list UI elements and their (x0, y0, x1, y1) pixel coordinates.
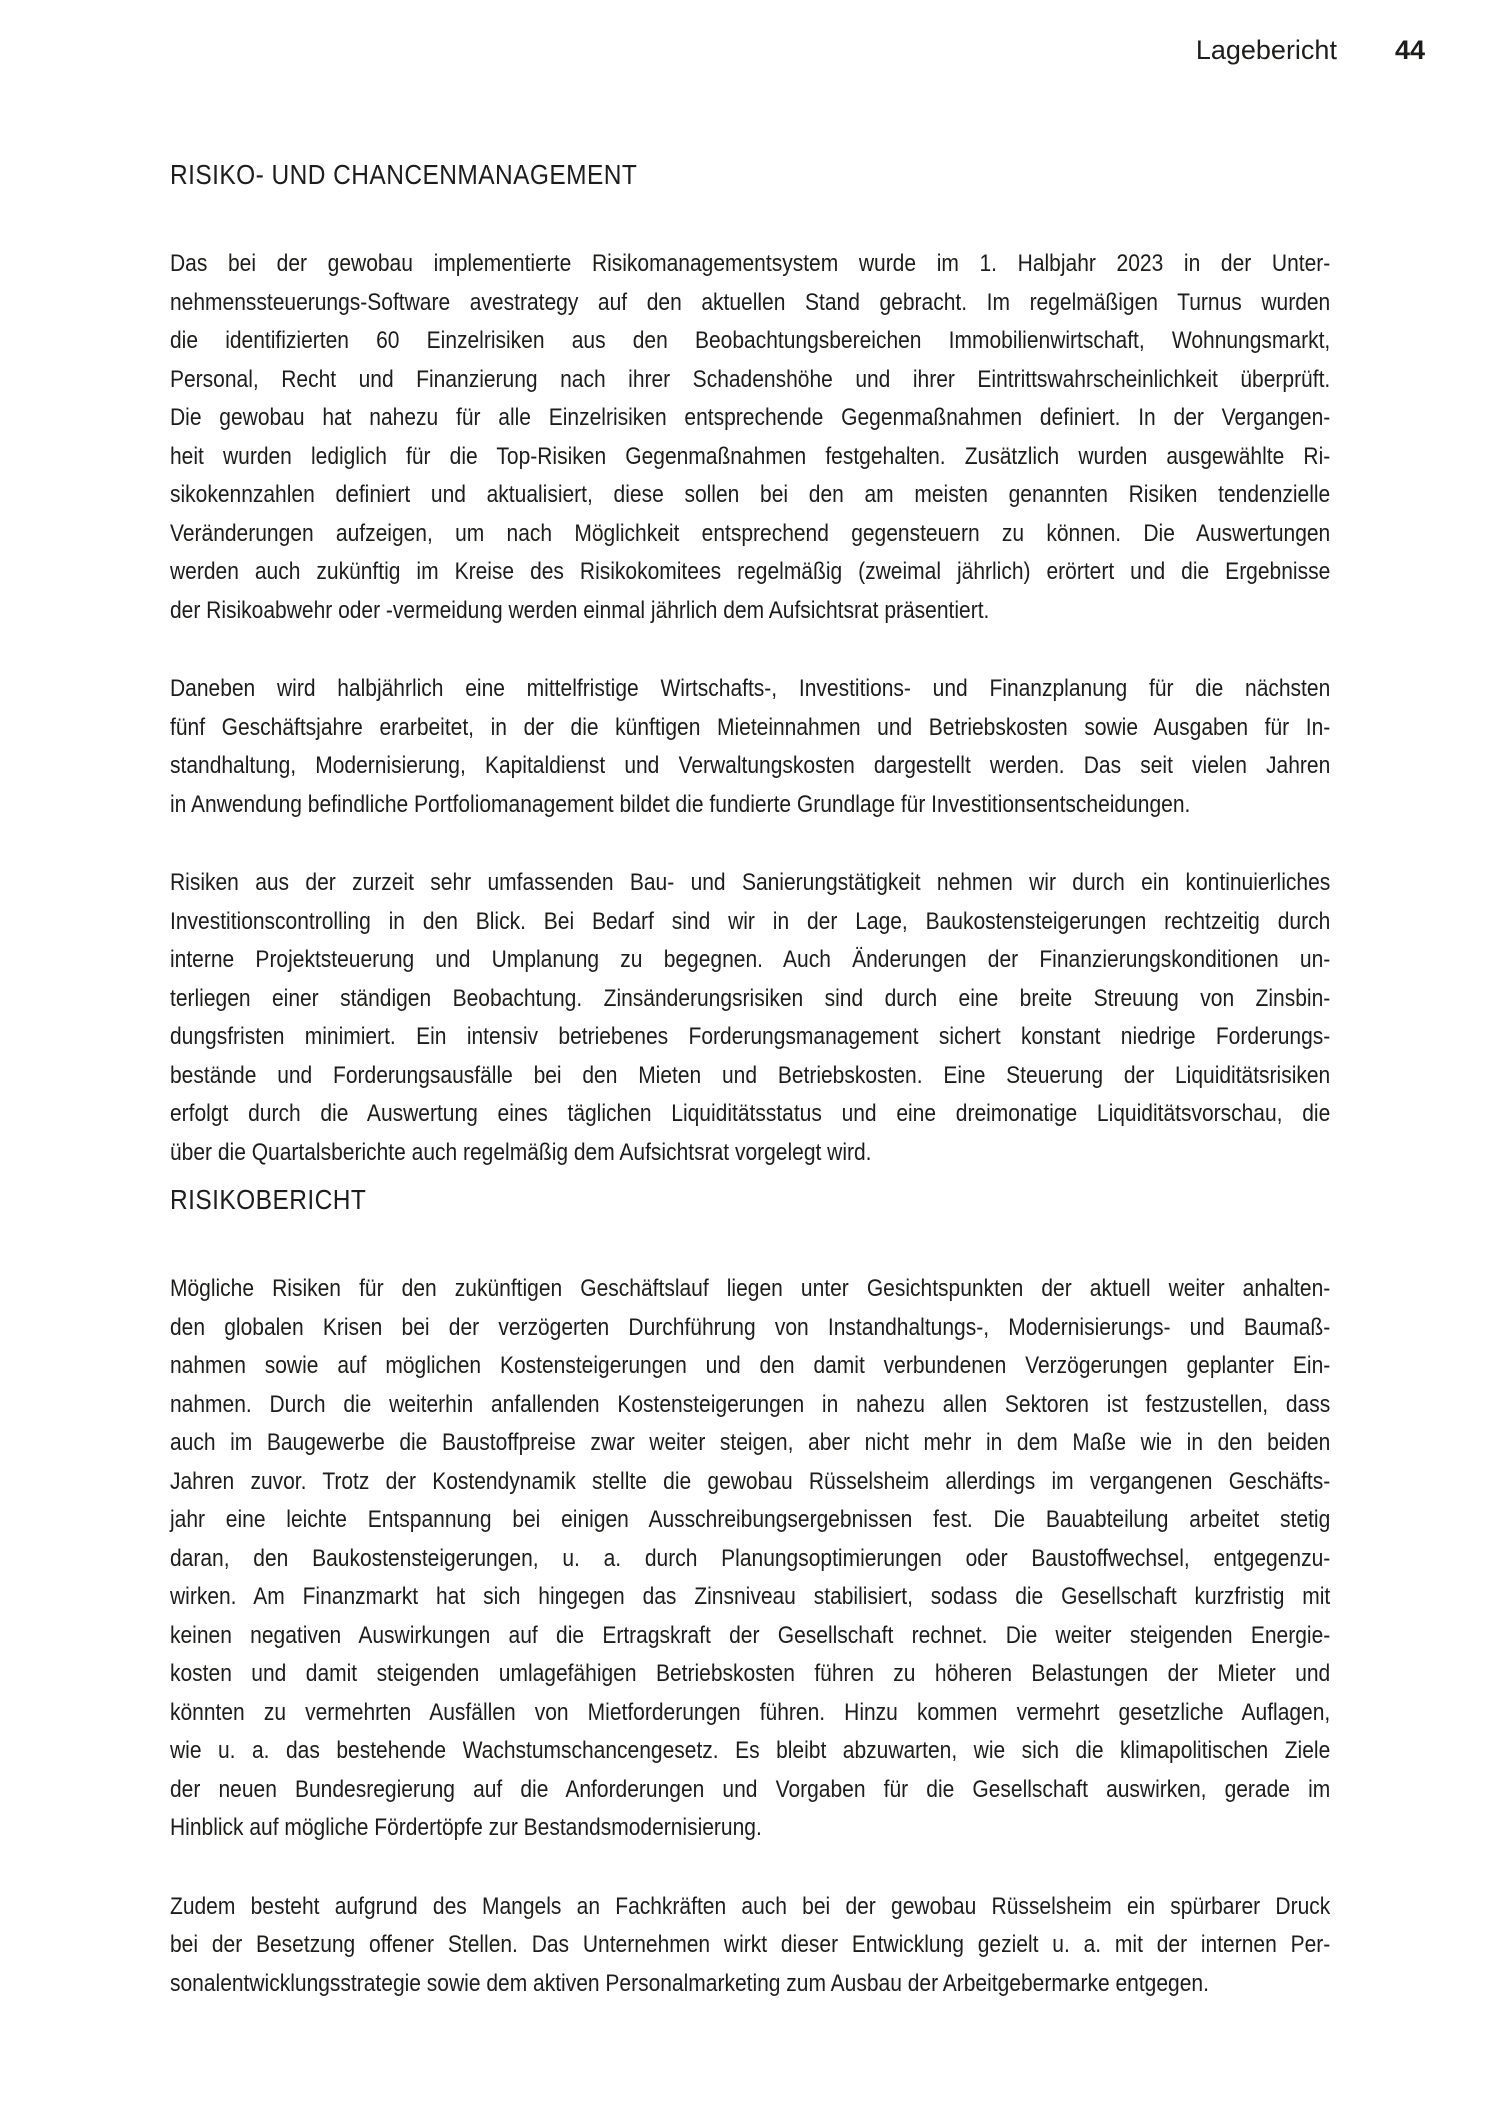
text-line: der neuen Bundesregierung auf die Anforderungen und Vorgaben für die Gesellschaft auswirken, gerade im (170, 1775, 1331, 1803)
section-heading: RISIKO- UND CHANCENMANAGEMENT (170, 159, 638, 190)
paragraph (170, 864, 1330, 1172)
text-line: fünf Geschäftsjahre erarbeitet, in der die künftigen Mieteinnahmen und Betriebskosten sowie Ausgaben für In- (170, 713, 1331, 741)
paragraph (170, 1888, 1330, 2004)
text-line: sikokennzahlen definiert und aktualisiert, diese sollen bei den am meisten genannten Risiken tendenzielle (170, 481, 1331, 508)
page-number: 44 (1394, 35, 1425, 65)
text-line: jahr eine leichte Entspannung bei einigen Ausschreibungsergebnissen fest. Die Bauabteilung arbeitet stetig (170, 1506, 1331, 1533)
text-line: Mögliche Risiken für den zukünftigen Geschäftslauf liegen unter Gesichtspunkten der aktuell weiter anhalten- (170, 1275, 1331, 1302)
text-line: Daneben wird halbjährlich eine mittelfristige Wirtschafts-, Investitions- und Finanzplanung für die nächsten (170, 675, 1331, 702)
text-line: Investitionscontrolling in den Blick. Bei Bedarf sind wir in der Lage, Baukostensteigerungen rechtzeitig durch (170, 907, 1331, 935)
text-line: keinen negativen Auswirkungen auf die Ertragskraft der Gesellschaft rechnet. Die weiter steigenden Energie- (170, 1621, 1331, 1649)
text-line: bei der Besetzung offener Stellen. Das Unternehmen wirkt dieser Entwicklung gezielt u. a. mit der internen Per- (170, 1931, 1331, 1958)
header-section-label: Lagebericht (1195, 35, 1337, 65)
text-line: nahmen sowie auf möglichen Kostensteigerungen und den damit verbundenen Verzögerungen geplanter Ein- (170, 1352, 1331, 1379)
text-line: nahmen. Durch die weiterhin anfallenden Kostensteigerungen in nahezu allen Sektoren ist festzustellen, dass (170, 1390, 1331, 1418)
page-header (1196, 36, 1425, 64)
text-line: Die gewobau hat nahezu für alle Einzelrisiken entsprechende Gegenmaßnahmen definiert. In der Vergangen- (170, 404, 1331, 431)
paragraph (170, 245, 1330, 630)
text-line: Jahren zuvor. Trotz der Kostendynamik stellte die gewobau Rüsselsheim allerdings im vergangenen Geschäfts- (170, 1467, 1331, 1495)
text-line: erfolgt durch die Auswertung eines täglichen Liquiditätsstatus und eine dreimonatige Liquiditätsvorschau, die (170, 1100, 1331, 1127)
text-line: kosten und damit steigenden umlagefähigen Betriebskosten führen zu höheren Belastungen der Mieter und (170, 1660, 1331, 1687)
section (170, 1185, 1330, 2003)
paragraph (170, 1270, 1330, 1848)
text-line: der Risikoabwehr oder -vermeidung werden einmal jährlich dem Aufsichtsrat präsentiert. (170, 596, 990, 624)
text-line: auch im Baugewerbe die Baustoffpreise zwar weiter steigen, aber nicht mehr in dem Maße wie in den beiden (170, 1429, 1331, 1456)
text-line: wirken. Am Finanzmarkt hat sich hingegen das Zinsniveau stabilisiert, sodass die Gesellschaft kurzfristig mit (170, 1583, 1331, 1610)
text-line: daran, den Baukostensteigerungen, u. a. durch Planungsoptimierungen oder Baustoffwechsel, entgegenzu- (170, 1544, 1331, 1572)
text-line: interne Projektsteuerung und Umplanung zu begegnen. Auch Änderungen der Finanzierungskonditionen un- (170, 946, 1331, 973)
section-heading: RISIKOBERICHT (170, 1184, 367, 1215)
text-line: heit wurden lediglich für die Top-Risiken Gegenmaßnahmen festgehalten. Zusätzlich wurden ausgewählte Ri- (170, 442, 1331, 470)
text-line: den globalen Krisen bei der verzögerten Durchführung von Instandhaltungs-, Modernisierungs- und Baumaß- (170, 1313, 1331, 1341)
text-line: Hinblick auf mögliche Fördertöpfe zur Bestandsmodernisierung. (170, 1814, 762, 1841)
section (170, 160, 1330, 1172)
text-line: Zudem besteht aufgrund des Mangels an Fachkräften auch bei der gewobau Rüsselsheim ein spürbarer Druck (170, 1892, 1331, 1920)
text-line: die identifizierten 60 Einzelrisiken aus den Beobachtungsbereichen Immobilienwirtschaft, Wohnungsmarkt, (170, 327, 1331, 354)
text-line: nehmenssteuerungs-Software avestrategy auf den aktuellen Stand gebracht. Im regelmäßigen Turnus wurden (170, 288, 1331, 316)
text-line: Das bei der gewobau implementierte Risikomanagementsystem wurde im 1. Halbjahr 2023 in der Unter- (170, 250, 1331, 277)
text-line: Veränderungen aufzeigen, um nach Möglichkeit entsprechend gegensteuern zu können. Die Auswertungen (170, 519, 1331, 547)
text-line: dungsfristen minimiert. Ein intensiv betriebenes Forderungsmanagement sichert konstant niedrige Forderungs- (170, 1023, 1331, 1050)
text-line: standhaltung, Modernisierung, Kapitaldienst und Verwaltungskosten dargestellt werden. Das seit vielen Jahren (170, 752, 1331, 779)
text-line: werden auch zukünftig im Kreise des Risikokomitees regelmäßig (zweimal jährlich) erörtert und die Ergebnisse (170, 558, 1331, 585)
text-line: könnten zu vermehrten Ausfällen von Mietforderungen führen. Hinzu kommen vermehrt gesetzliche Auflagen, (170, 1698, 1331, 1726)
text-line: über die Quartalsberichte auch regelmäßig dem Aufsichtsrat vorgelegt wird. (170, 1138, 872, 1166)
text-line: sonalentwicklungsstrategie sowie dem aktiven Personalmarketing zum Ausbau der Arbeitgebermarke entgegen. (170, 1969, 1209, 1997)
paragraph (170, 670, 1330, 824)
text-line: in Anwendung befindliche Portfoliomanagement bildet die fundierte Grundlage für Investitionsentscheidungen. (170, 790, 1191, 818)
text-line: wie u. a. das bestehende Wachstumschancengesetz. Es bleibt abzuwarten, wie sich die klimapolitischen Ziele (170, 1737, 1331, 1764)
text-line: bestände und Forderungsausfälle bei den Mieten und Betriebskosten. Eine Steuerung der Liquiditätsrisiken (170, 1061, 1331, 1089)
text-line: Risiken aus der zurzeit sehr umfassenden Bau- und Sanierungstätigkeit nehmen wir durch ein kontinuierliches (170, 869, 1331, 896)
content-column (170, 160, 1330, 2003)
text-line: Personal, Recht und Finanzierung nach ihrer Schadenshöhe und ihrer Eintrittswahrscheinlichkeit überprüft. (170, 365, 1331, 393)
text-line: terliegen einer ständigen Beobachtung. Zinsänderungsrisiken sind durch eine breite Streuung von Zinsbin- (170, 984, 1331, 1012)
